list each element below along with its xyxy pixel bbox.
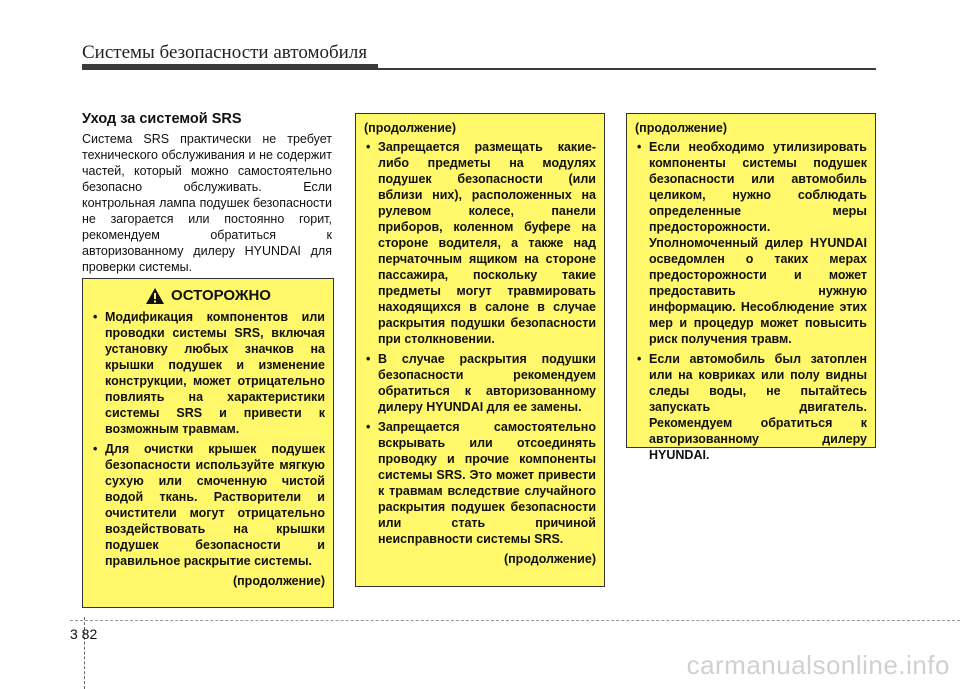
header-rule-thick: [82, 64, 378, 70]
caution-header: [91, 287, 325, 305]
caution-box: [82, 278, 334, 608]
continued-label: (продолжение): [635, 121, 728, 135]
list-item: • Если необходимо утилизировать компоненты системы подушек безопасности или автомобиль целиком, нужно соблюдать определенные меры предосторожности. Уполномоченный дилер HYUNDAI осведомлен о таких мерах предосторожности и может предоставить нужную информацию. Несоблюдение этих мер и процедур может повысить риск получения травм.: [635, 139, 867, 347]
warning-icon: [145, 287, 165, 305]
footer-divider: [70, 620, 960, 621]
watermark: carmanualsonline.info: [686, 650, 950, 680]
continued-label: (продолжение): [232, 574, 325, 588]
list-item: • Если автомобиль был затоплен или на ковриках или полу видны следы воды, не пытайтесь запускать двигатель. Рекомендуем обратиться к авторизованному дилеру HYUNDAI.: [635, 351, 867, 463]
header-rule-thin: [378, 68, 876, 70]
list-item: • Запрещается размещать какие-либо предметы на модулях подушек безопасности (или вблизи них), расположенных на рулевом колесе, панели приборов, коленном буфере на стороне водителя, а также над перчаточным ящиком на стороне пассажира, поскольку такие предметы могут травмировать находящихся в салоне в случае раскрытия подушки безопасности при столкновении.: [364, 139, 596, 347]
continued-label: (продолжение): [364, 121, 457, 135]
caution-box-end: [626, 113, 876, 462]
list-item: • В случае раскрытия подушки безопасности рекомендуем обратиться к авторизованному дилеру HYUNDAI для ее замены.: [364, 351, 596, 415]
caution-list: [635, 139, 867, 463]
caution-title: ОСТОРОЖНО: [171, 287, 271, 304]
srs-care-body: Система SRS практически не требует технического обслуживания и не содержит частей, который можно самостоятельно безопасно обслуживать. Если контрольная лампа подушек безопасности не загорается или постоянно горит, рекомендуем обратиться к авторизованному дилеру HYUNDAI для проверки системы.: [82, 132, 332, 274]
srs-care-heading: Уход за системой SRS: [82, 111, 242, 127]
continued-label: (продолжение): [503, 552, 596, 566]
section-title: Системы безопасности автомобиля: [82, 42, 368, 63]
list-item: • Модификация компонентов или проводки системы SRS, включая установку любых значков на крышки подушек и изменение конструкции, может отрицательно повлиять на характеристики системы SRS и привести к возможным травмам.: [91, 309, 325, 437]
list-item: • Запрещается самостоятельно вскрывать или отсоединять проводку и прочие компоненты системы SRS. Это может привести к травмам вследствие случайного раскрытия подушек безопасности или стать причиной неисправности системы SRS.: [364, 419, 596, 547]
caution-list: [91, 309, 325, 569]
page-number: 3 82: [70, 626, 98, 642]
caution-box-continued: [355, 113, 605, 587]
list-item: • Для очистки крышек подушек безопасности используйте мягкую сухую или смоченную чистой водой ткань. Растворители и очистители могут отрицательно воздействовать на крышки подушек безопасности и правильное раскрытие системы.: [91, 441, 325, 569]
caution-list: [364, 139, 596, 547]
